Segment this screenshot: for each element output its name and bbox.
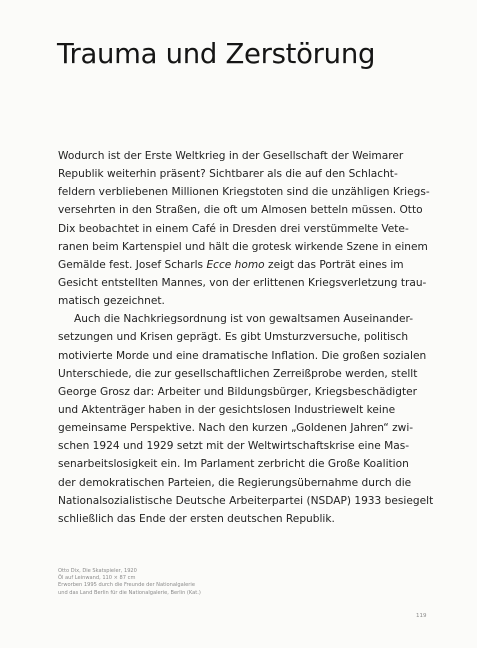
page-number: 119	[416, 613, 427, 619]
text-segment: Gemälde fest. Josef Scharls	[58, 258, 207, 271]
text-line: der demokratischen Parteien, die Regierungsübernahme durch die	[58, 476, 412, 489]
text-segment: zeigt das Porträt eines im	[264, 258, 404, 271]
text-line: Nationalsozialistische Deutsche Arbeiterpartei (NSDAP) 1933 besiegelt	[58, 494, 434, 507]
artwork-title-italic: Ecce homo	[206, 258, 265, 271]
text-line: gemeinsame Perspektive. Nach den kurzen „Goldenen Jahren“ zwi-	[58, 422, 414, 435]
text-line: Gesicht entstellten Mannes, von der erlittenen Kriegsverletzung trau-	[58, 276, 427, 289]
body-text	[58, 147, 440, 528]
text-line: motivierte Morde und eine dramatische Inflation. Die großen sozialen	[58, 349, 427, 362]
text-line: und Aktenträger haben in der gesichtslosen Industriewelt keine	[58, 403, 396, 416]
text-line: Auch die Nachkriegsordnung ist von gewaltsamen Auseinander-	[74, 313, 414, 326]
text-line: versehrten in den Straßen, die oft um Almosen betteln müssen. Otto	[58, 204, 423, 217]
text-line: schen 1924 und 1929 setzt mit der Weltwirtschaftskrise eine Mas-	[58, 440, 410, 453]
page-title: Trauma und Zerstörung	[57, 38, 376, 70]
text-line: George Grosz dar: Arbeiter und Bildungsbürger, Kriegsbeschädigter	[58, 385, 417, 398]
text-line: Unterschiede, die zur gesellschaftlichen Zerreißprobe werden, stellt	[58, 367, 418, 380]
text-line: Dix beobachtet in einem Café in Dresden drei verstümmelte Vete-	[58, 222, 409, 235]
caption-line: und das Land Berlin für die Nationalgalerie, Berlin (Kat.)	[58, 589, 201, 596]
image-caption	[58, 568, 318, 597]
text-line: ranen beim Kartenspiel und hält die grotesk wirkende Szene in einem	[58, 240, 428, 253]
text-line: senarbeitslosigkeit ein. Im Parlament zerbricht die Große Koalition	[58, 458, 409, 471]
text-line-with-italic	[58, 256, 440, 274]
caption-line: Öl auf Leinwand, 110 × 87 cm	[58, 575, 136, 582]
caption-line: Erworben 1995 durch die Freunde der Nationalgalerie	[58, 582, 195, 589]
text-line: setzungen und Krisen geprägt. Es gibt Umsturzversuche, politisch	[58, 331, 409, 344]
text-line: Wodurch ist der Erste Weltkrieg in der Gesellschaft der Weimarer	[58, 150, 404, 162]
text-line: schließlich das Ende der ersten deutschen Republik.	[58, 512, 335, 525]
text-line: matisch gezeichnet.	[58, 295, 165, 308]
caption-line: Otto Dix, Die Skatspieler, 1920	[58, 568, 137, 574]
text-line: feldern verbliebenen Millionen Kriegstoten sind die unzähligen Kriegs-	[58, 186, 430, 199]
text-line: Republik weiterhin präsent? Sichtbarer als die auf den Schlacht-	[58, 168, 398, 181]
